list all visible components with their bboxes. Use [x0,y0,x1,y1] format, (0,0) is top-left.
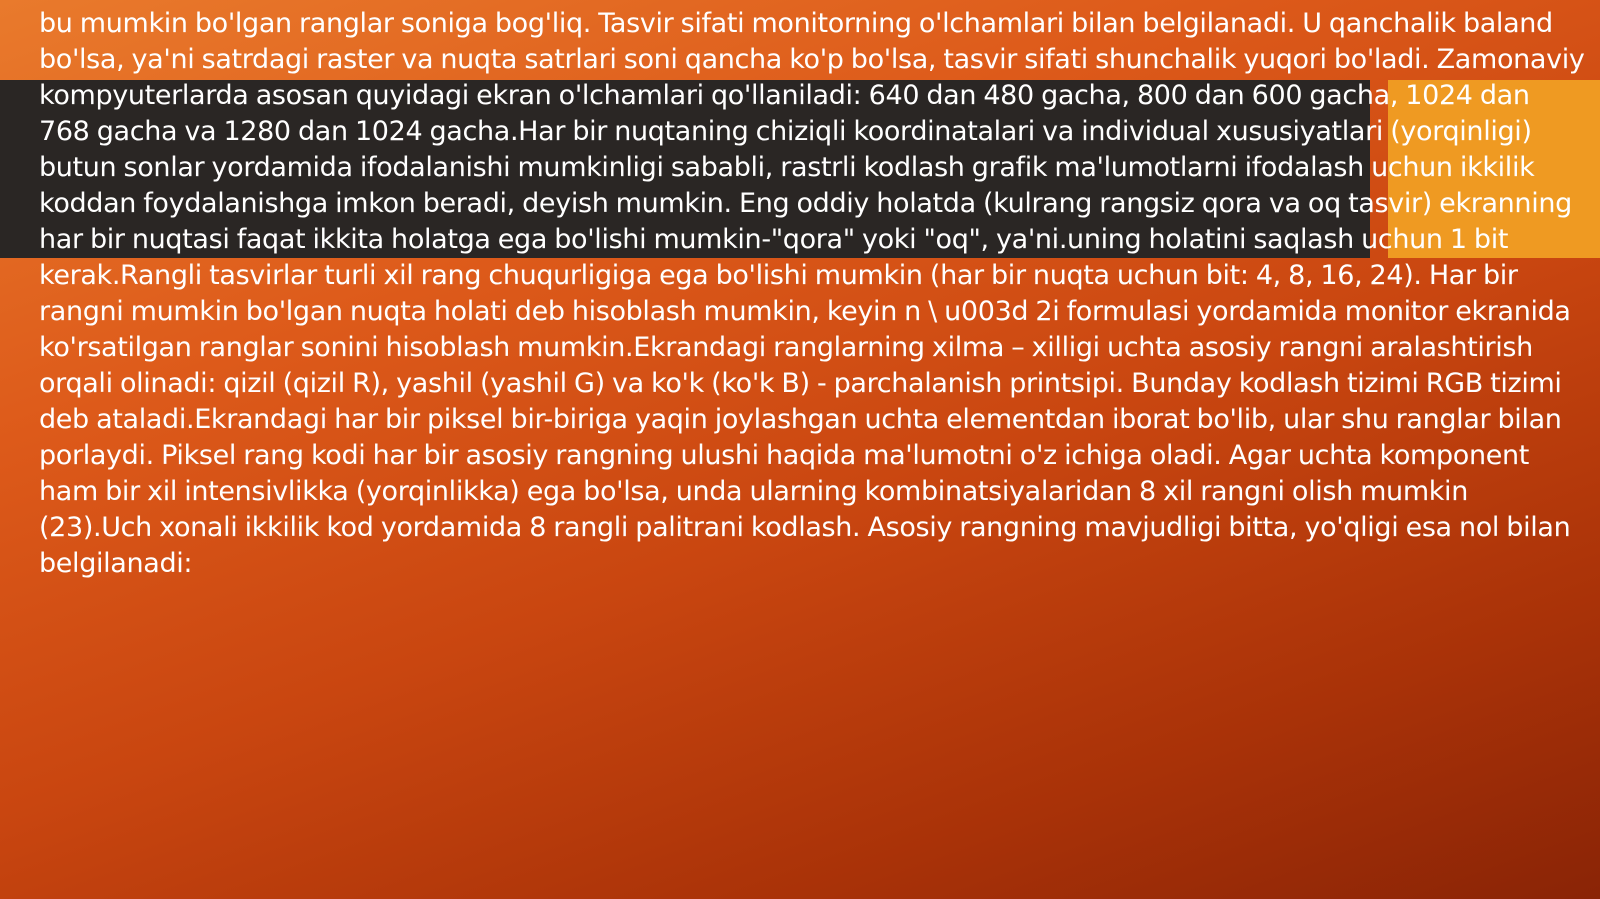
slide-body-text: bu mumkin bo'lgan ranglar soniga bog'liq. Tasvir sifati monitorning o'lchamlari bilan belgilanadi. U qanchalik baland bo'lsa, ya'ni satrdagi raster va nuqta satrlari soni qancha ko'p bo'lsa, tasvir sifati shunchalik yuqori bo'ladi. Zamonaviy kompyuterlarda asosan quyidagi ekran o'lchamlari qo'llaniladi: 640 dan 480 gacha, 800 dan 600 gacha, 1024 dan 768 gacha va 1280 dan 1024 gacha.Har bir nuqtaning chiziqli koordinatalari va individual xususiyatlari (yorqinligi) butun sonlar yordamida ifodalanishi mumkinligi sababli, rastrli kodlash grafik ma'lumotlarni ifodalash uchun ikkilik koddan foydalanishga imkon beradi, deyish mumkin. Eng oddiy holatda (kulrang rangsiz qora va oq tasvir) ekranning har bir nuqtasi faqat ikkita holatga ega bo'lishi mumkin-"qora" yoki "oq", ya'ni.uning holatini saqlash uchun 1 bit kerak.Rangli tasvirlar turli xil rang chuqurligiga ega bo'lishi mumkin (har bir nuqta uchun bit: 4, 8, 16, 24). Har bir rangni mumkin bo'lgan nuqta holati deb hisoblash mumkin, keyin n \ u003d 2i formulasi yordamida monitor ekranida ko'rsatilgan ranglar sonini hisoblash mumkin.Ekrandagi ranglarning xilma – xilligi uchta asosiy rangni aralashtirish orqali olinadi: qizil (qizil R), yashil (yashil G) va ko'k (ko'k B) - parchalanish printsipi. Bunday kodlash tizimi RGB tizimi deb ataladi.Ekrandagi har bir piksel bir-biriga yaqin joylashgan uchta elementdan iborat bo'lib, ular shu ranglar bilan porlaydi. Piksel rang kodi har bir asosiy rangning ulushi haqida ma'lumotni o'z ichiga oladi. Agar uchta komponent ham bir xil intensivlikka (yorqinlikka) ega bo'lsa, unda ularning kombinatsiyalaridan 8 xil rangni olish mumkin (23).Uch xonali ikkilik kod yordamida 8 rangli palitrani kodlash. Asosiy rangning mavjudligi bitta, yo'qligi esa nol bilan belgilanadi: [39,8,1585,579]
